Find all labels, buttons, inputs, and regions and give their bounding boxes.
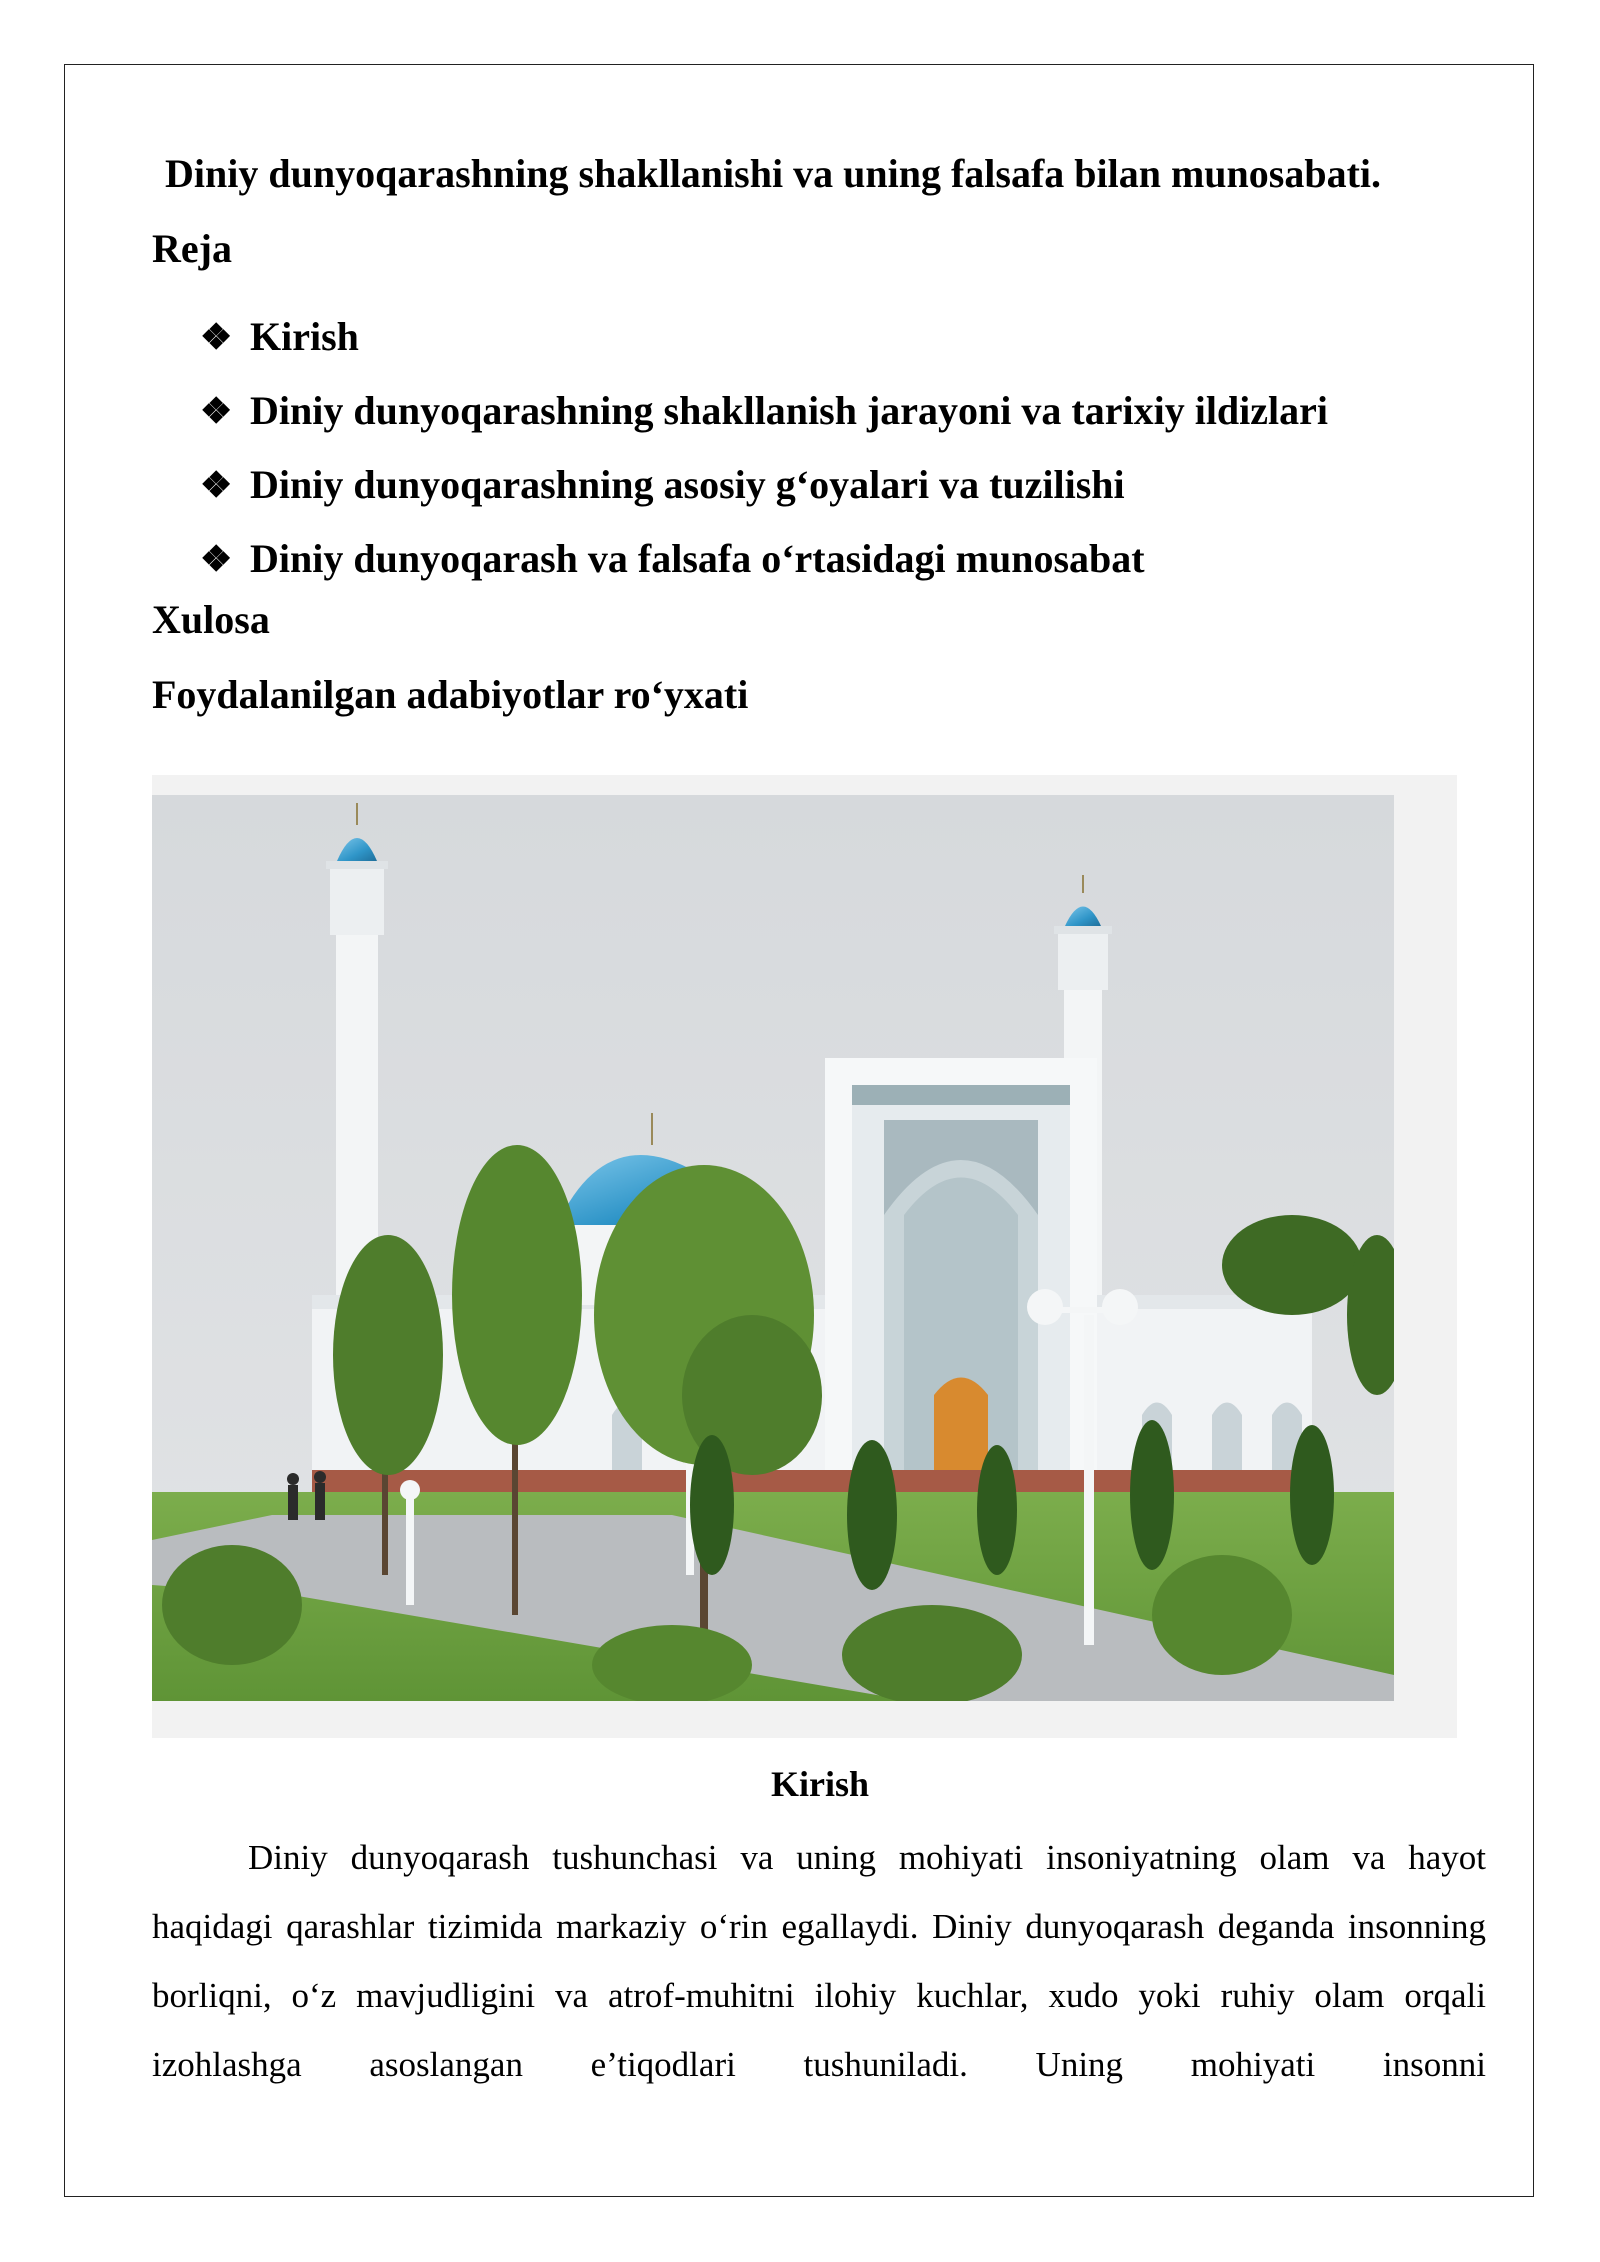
diamond-bullet-icon: ❖ [200,391,233,431]
diamond-bullet-icon: ❖ [200,317,233,357]
plan-list [200,300,1328,596]
plan-item-label: Kirish [250,314,359,359]
plan-item-label: Diniy dunyoqarash va falsafa o‘rtasidagi munosabat [250,536,1145,581]
plan-heading: Reja [152,226,232,271]
references-heading: Foydalanilgan adabiyotlar ro‘yxati [152,672,749,717]
plan-item [200,448,1328,522]
diamond-bullet-icon: ❖ [200,465,233,505]
diamond-bullet-icon: ❖ [200,539,233,579]
plan-item [200,374,1328,448]
plan-item [200,522,1328,596]
body-paragraph: Diniy dunyoqarash tushunchasi va uning mohiyati insoniyatning olam va hayot haqidagi qarashlar tizimida markaziy o‘rin egallaydi. Diniy dunyoqarash deganda insonning borliqni, o‘z mavjudligini va atrof-muhitni ilohiy kuchlar, xudo yoki ruhiy olam orqali izohlashga asoslangan e’tiqodlari tushuniladi. Uning mohiyati insonni [152,1838,1486,2084]
mosque-photo [152,795,1394,1701]
section-title: Kirish [770,1764,869,1804]
mosque-photo-frame [152,775,1457,1738]
conclusion-heading: Xulosa [152,597,270,642]
plan-item-label: Diniy dunyoqarashning asosiy g‘oyalari va tuzilishi [250,462,1125,507]
document-title: Diniy dunyoqarashning shakllanishi va uning falsafa bilan munosabati. [165,151,1382,196]
plan-item [200,300,1328,374]
plan-item-label: Diniy dunyoqarashning shakllanish jarayoni va tarixiy ildizlari [250,388,1329,433]
